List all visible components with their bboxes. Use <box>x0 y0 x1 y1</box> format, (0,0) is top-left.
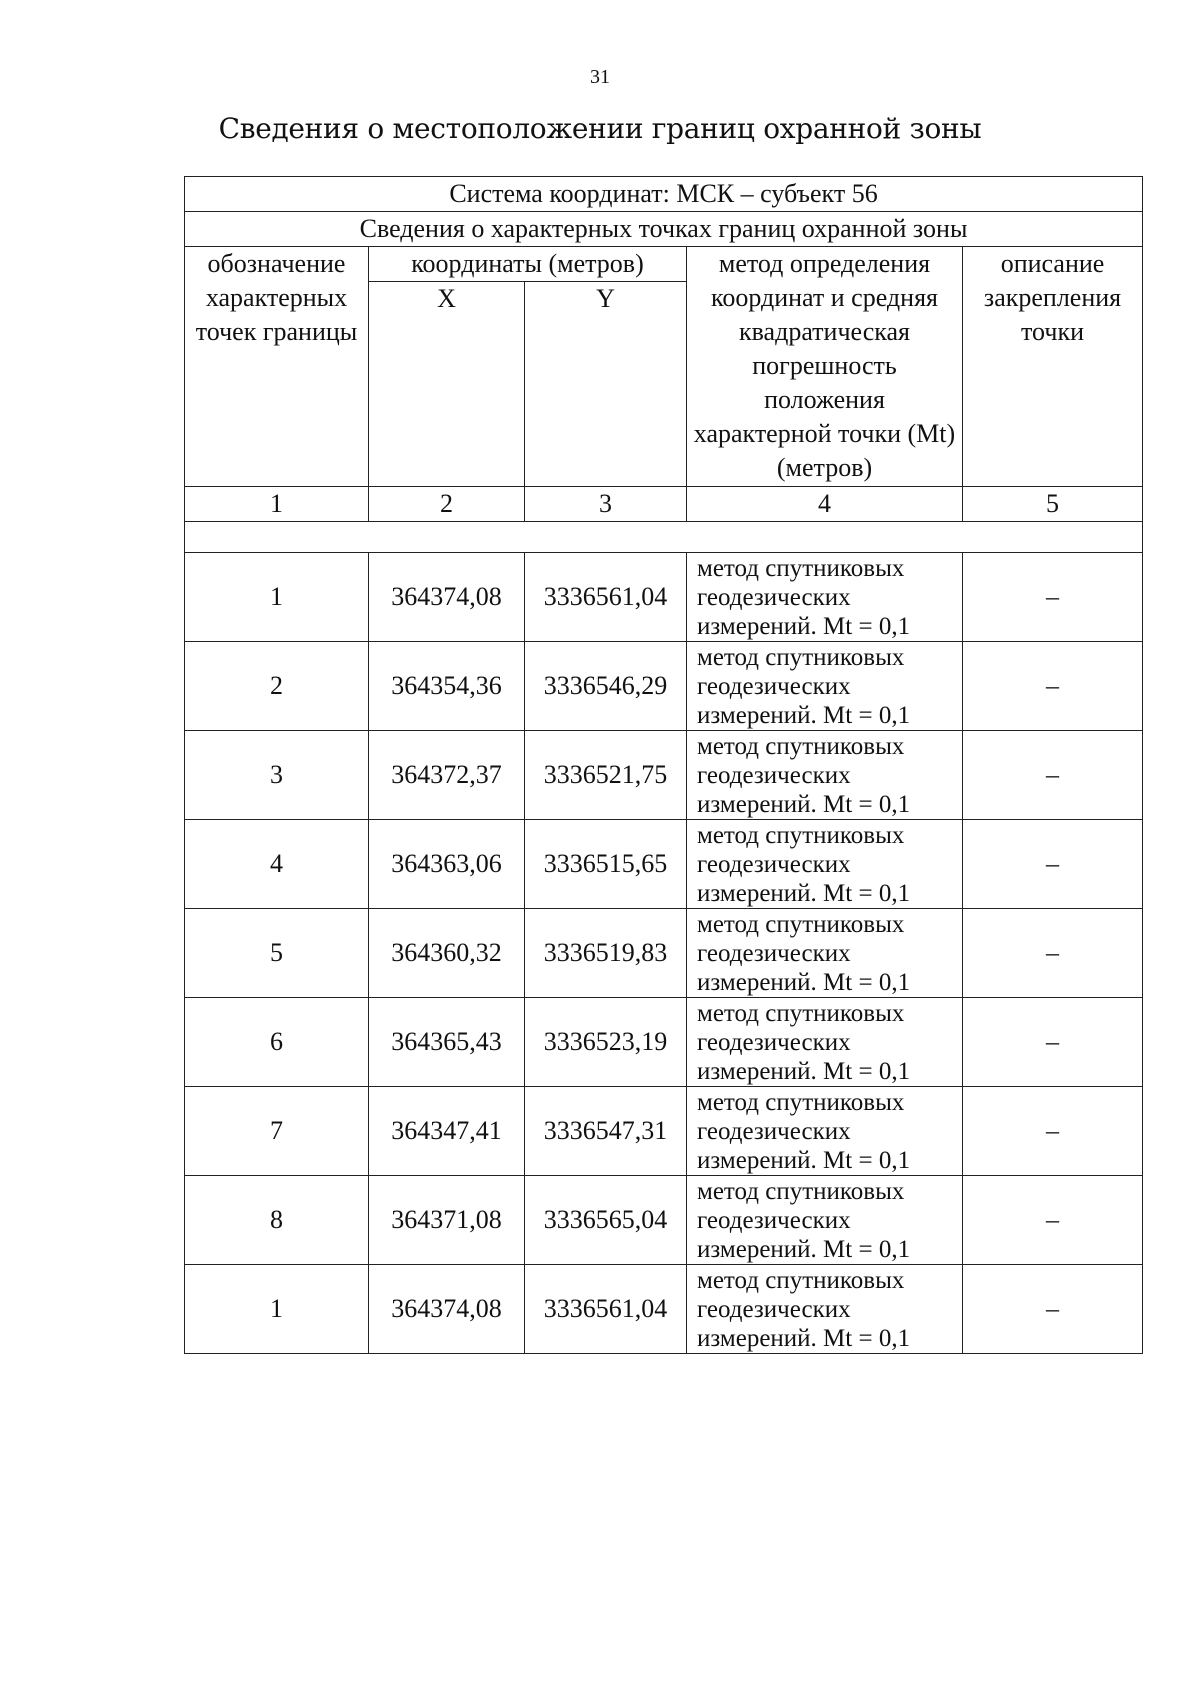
method-line: метод спутниковых <box>697 643 905 671</box>
method-line: измерений. Mt = 0,1 <box>697 1235 911 1263</box>
method-line: метод спутниковых <box>697 732 905 760</box>
method-line: метод спутниковых <box>697 821 905 849</box>
fixing-description-cell: – <box>963 820 1143 909</box>
x-coordinate-cell: 364365,43 <box>369 998 525 1087</box>
fixing-description-cell: – <box>963 731 1143 820</box>
x-coordinate-cell: 364371,08 <box>369 1176 525 1265</box>
point-designation-cell: 7 <box>185 1087 369 1176</box>
point-designation-cell: 8 <box>185 1176 369 1265</box>
table-row <box>185 1265 1143 1354</box>
method-line: геодезических <box>697 583 851 611</box>
method-cell <box>687 1087 963 1176</box>
method-line: измерений. Mt = 0,1 <box>697 1057 911 1085</box>
method-cell <box>687 820 963 909</box>
points-info-cell: Сведения о характерных точках границ охранной зоны <box>185 212 1143 247</box>
point-designation-cell: 1 <box>185 553 369 642</box>
method-line: метод спутниковых <box>697 910 905 938</box>
method-cell <box>687 1265 963 1354</box>
method-line: метод спутниковых <box>697 999 905 1027</box>
method-line: измерений. Mt = 0,1 <box>697 1324 911 1352</box>
y-coordinate-cell: 3336515,65 <box>525 820 687 909</box>
point-designation-cell: 3 <box>185 731 369 820</box>
blank-cell <box>185 522 1143 553</box>
fixing-description-cell: – <box>963 553 1143 642</box>
method-line: геодезических <box>697 850 851 878</box>
y-coordinate-cell: 3336561,04 <box>525 1265 687 1354</box>
column-number: 2 <box>369 487 525 522</box>
fixing-description-cell: – <box>963 909 1143 998</box>
info-row <box>185 212 1143 247</box>
method-line: измерений. Mt = 0,1 <box>697 612 911 640</box>
header-coordinates: координаты (метров) <box>369 247 687 282</box>
point-designation-cell: 6 <box>185 998 369 1087</box>
method-line: геодезических <box>697 672 851 700</box>
method-cell <box>687 642 963 731</box>
method-cell <box>687 731 963 820</box>
method-line: геодезических <box>697 1117 851 1145</box>
header-x: X <box>369 282 525 487</box>
method-line: измерений. Mt = 0,1 <box>697 968 911 996</box>
y-coordinate-cell: 3336561,04 <box>525 553 687 642</box>
y-coordinate-cell: 3336521,75 <box>525 731 687 820</box>
method-line: геодезических <box>697 939 851 967</box>
method-cell <box>687 553 963 642</box>
fixing-description-cell: – <box>963 998 1143 1087</box>
method-line: геодезических <box>697 1028 851 1056</box>
point-designation-cell: 4 <box>185 820 369 909</box>
x-coordinate-cell: 364374,08 <box>369 553 525 642</box>
point-designation-cell: 5 <box>185 909 369 998</box>
method-line: измерений. Mt = 0,1 <box>697 879 911 907</box>
method-line: измерений. Mt = 0,1 <box>697 701 911 729</box>
method-cell <box>687 1176 963 1265</box>
x-coordinate-cell: 364354,36 <box>369 642 525 731</box>
table-row <box>185 820 1143 909</box>
method-line: геодезических <box>697 761 851 789</box>
y-coordinate-cell: 3336565,04 <box>525 1176 687 1265</box>
table-body <box>185 177 1143 1354</box>
table-row <box>185 909 1143 998</box>
table-row <box>185 1087 1143 1176</box>
fixing-description-cell: – <box>963 1087 1143 1176</box>
column-number: 3 <box>525 487 687 522</box>
coordinate-system-cell: Система координат: МСК – субъект 56 <box>185 177 1143 212</box>
y-coordinate-cell: 3336547,31 <box>525 1087 687 1176</box>
point-designation-cell: 2 <box>185 642 369 731</box>
column-number: 4 <box>687 487 963 522</box>
x-coordinate-cell: 364347,41 <box>369 1087 525 1176</box>
y-coordinate-cell: 3336519,83 <box>525 909 687 998</box>
point-designation-cell: 1 <box>185 1265 369 1354</box>
y-coordinate-cell: 3336546,29 <box>525 642 687 731</box>
x-coordinate-cell: 364363,06 <box>369 820 525 909</box>
method-line: метод спутниковых <box>697 1266 905 1294</box>
boundary-points-table <box>184 176 1143 1354</box>
method-line: метод спутниковых <box>697 554 905 582</box>
fixing-description-cell: – <box>963 642 1143 731</box>
header-fixing: описание закрепления точки <box>963 247 1143 487</box>
y-coordinate-cell: 3336523,19 <box>525 998 687 1087</box>
table-row <box>185 998 1143 1087</box>
method-line: геодезических <box>697 1206 851 1234</box>
column-number: 5 <box>963 487 1143 522</box>
document-title: Сведения о местоположении границ охранной зоны <box>218 112 982 145</box>
table-row <box>185 553 1143 642</box>
column-number: 1 <box>185 487 369 522</box>
header-row <box>185 247 1143 282</box>
x-coordinate-cell: 364374,08 <box>369 1265 525 1354</box>
method-cell <box>687 998 963 1087</box>
table-row <box>185 1176 1143 1265</box>
page-number: 31 <box>590 66 610 88</box>
header-y: Y <box>525 282 687 487</box>
table-row <box>185 731 1143 820</box>
fixing-description-cell: – <box>963 1265 1143 1354</box>
fixing-description-cell: – <box>963 1176 1143 1265</box>
table-row <box>185 642 1143 731</box>
header-designation: обозначение характерных точек границы <box>185 247 369 487</box>
header-method: метод определения координат и средняя квадратическая погрешность положения характерной точки (Mt) (метров) <box>687 247 963 487</box>
column-number-row <box>185 487 1143 522</box>
x-coordinate-cell: 364360,32 <box>369 909 525 998</box>
system-row <box>185 177 1143 212</box>
method-line: метод спутниковых <box>697 1088 905 1116</box>
method-line: измерений. Mt = 0,1 <box>697 1146 911 1174</box>
method-line: геодезических <box>697 1295 851 1323</box>
method-line: измерений. Mt = 0,1 <box>697 790 911 818</box>
method-cell <box>687 909 963 998</box>
blank-row <box>185 522 1143 553</box>
method-line: метод спутниковых <box>697 1177 905 1205</box>
x-coordinate-cell: 364372,37 <box>369 731 525 820</box>
